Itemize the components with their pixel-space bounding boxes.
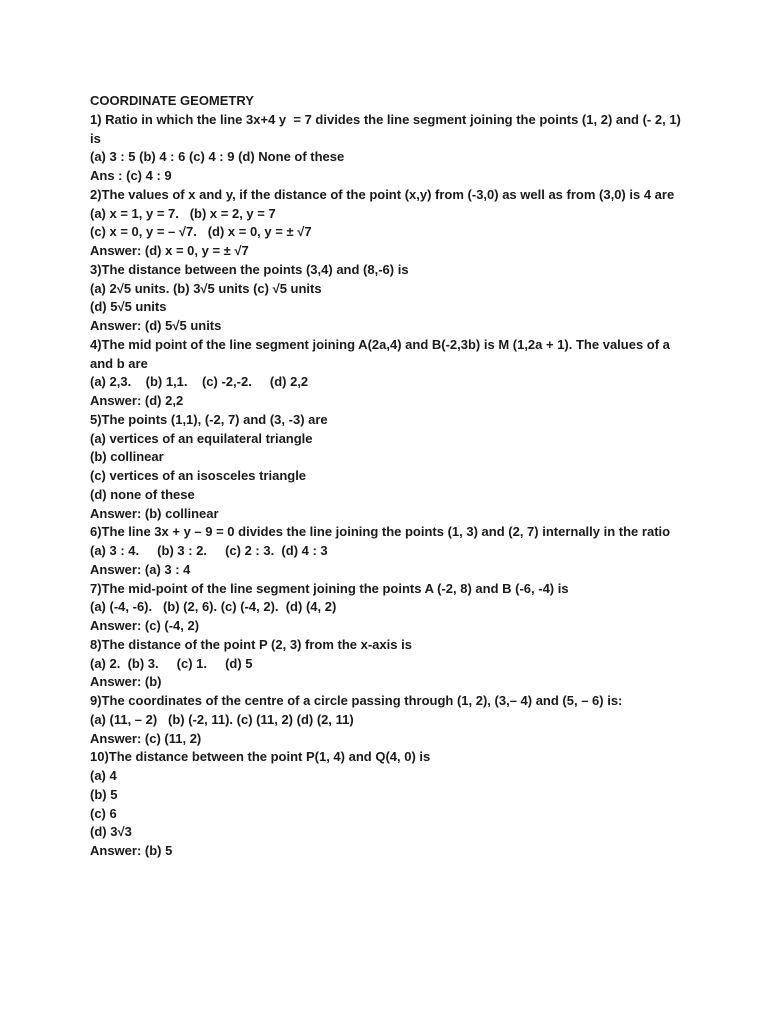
document-page <box>90 92 685 861</box>
question-10-option-c: (c) 6 <box>90 805 117 821</box>
question-4-options: (a) 2,3. (b) 1,1. (c) -2,-2. (d) 2,2 <box>90 374 309 390</box>
question-6-text: 6)The line 3x + y – 9 = 0 divides the line joining the points (1, 3) and (2, 7) internally in the ratio <box>90 524 671 540</box>
question-3-text: 3)The distance between the points (3,4) and (8,-6) is <box>90 261 409 277</box>
question-2-text: 2)The values of x and y, if the distance of the point (x,y) from (-3,0) as well as from (3,0) is 4 are <box>90 186 675 202</box>
question-9-answer: Answer: (c) (11, 2) <box>90 730 202 746</box>
question-7-text: 7)The mid-point of the line segment joining the points A (-2, 8) and B (-6, -4) is <box>90 580 569 596</box>
question-2-options-cd: (c) x = 0, y = – √7. (d) x = 0, y = ± √7 <box>90 224 312 240</box>
question-5-option-d: (d) none of these <box>90 486 195 502</box>
question-8-answer: Answer: (b) <box>90 674 162 690</box>
page-title: COORDINATE GEOMETRY <box>90 93 254 108</box>
question-1-answer: Ans : (c) 4 : 9 <box>90 168 172 183</box>
question-5-text: 5)The points (1,1), (-2, 7) and (3, -3) are <box>90 411 328 427</box>
question-1-text: 1) Ratio in which the line 3x+4 y = 7 divides the line segment joining the points (1, 2) and (- 2, 1) is <box>90 111 685 146</box>
question-2-answer: Answer: (d) x = 0, y = ± √7 <box>90 243 249 258</box>
question-6-answer: Answer: (a) 3 : 4 <box>90 561 191 577</box>
question-10-text: 10)The distance between the point P(1, 4) and Q(4, 0) is <box>90 749 431 765</box>
question-10-option-a: (a) 4 <box>90 768 117 783</box>
question-10-option-d: (d) 3√3 <box>90 824 132 840</box>
question-5-answer: Answer: (b) collinear <box>90 505 219 521</box>
question-7-answer: Answer: (c) (-4, 2) <box>90 618 200 633</box>
question-3-options-abc: (a) 2√5 units. (b) 3√5 units (c) √5 units <box>90 280 322 296</box>
question-1-options: (a) 3 : 5 (b) 4 : 6 (c) 4 : 9 (d) None of these <box>90 149 345 165</box>
question-7-options: (a) (-4, -6). (b) (2, 6). (c) (-4, 2). (d) (4, 2) <box>90 599 337 615</box>
question-8-options: (a) 2. (b) 3. (c) 1. (d) 5 <box>90 655 253 671</box>
question-3-answer: Answer: (d) 5√5 units <box>90 318 222 333</box>
question-10-answer: Answer: (b) 5 <box>90 843 173 858</box>
question-10-option-b: (b) 5 <box>90 786 118 802</box>
question-4-text: 4)The mid point of the line segment joining A(2a,4) and B(-2,3b) is M (1,2a + 1). The values of a and b are <box>90 336 674 371</box>
question-6-options: (a) 3 : 4. (b) 3 : 2. (c) 2 : 3. (d) 4 : 3 <box>90 543 328 558</box>
question-5-option-a: (a) vertices of an equilateral triangle <box>90 430 313 446</box>
question-9-text: 9)The coordinates of the centre of a circle passing through (1, 2), (3,– 4) and (5, – 6) is: <box>90 693 623 708</box>
question-2-options-ab: (a) x = 1, y = 7. (b) x = 2, y = 7 <box>90 205 276 221</box>
question-5-option-b: (b) collinear <box>90 449 164 465</box>
question-3-option-d: (d) 5√5 units <box>90 299 167 315</box>
question-5-option-c: (c) vertices of an isosceles triangle <box>90 468 307 483</box>
question-4-answer: Answer: (d) 2,2 <box>90 393 184 408</box>
question-8-text: 8)The distance of the point P (2, 3) from the x-axis is <box>90 636 412 652</box>
question-9-options: (a) (11, – 2) (b) (-2, 11). (c) (11, 2) (d) (2, 11) <box>90 711 354 727</box>
